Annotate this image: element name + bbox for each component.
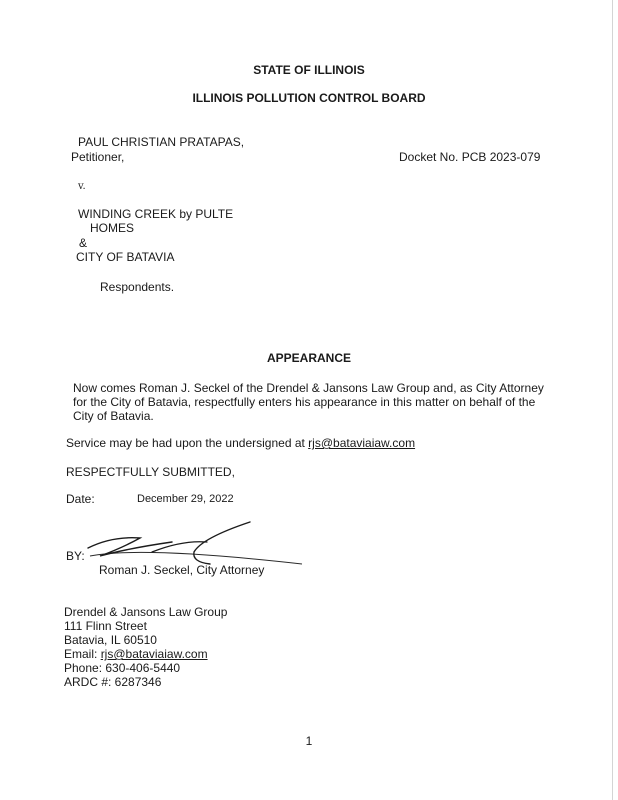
contact-email-link[interactable]: rjs@bataviaiaw.com (100, 647, 208, 661)
petitioner-role: Petitioner, (71, 150, 125, 164)
state-heading: STATE OF ILLINOIS (253, 63, 365, 77)
board-heading: ILLINOIS POLLUTION CONTROL BOARD (192, 91, 426, 105)
respondent-2: CITY OF BATAVIA (76, 250, 175, 264)
petitioner-name: PAUL CHRISTIAN PRATAPAS, (78, 135, 245, 149)
street-address: 111 Flinn Street (64, 619, 147, 633)
signer-name: Roman J. Seckel, City Attorney (99, 563, 265, 577)
respectfully-submitted: RESPECTFULLY SUBMITTED, (66, 465, 235, 479)
signature-stroke-1 (88, 538, 172, 556)
respondents-role: Respondents. (100, 280, 175, 294)
service-text: Service may be had upon the undersigned at (66, 436, 309, 450)
by-label: BY: (66, 549, 85, 563)
contact-email-line (64, 647, 208, 661)
page-edge-divider (612, 0, 613, 800)
ardc-number: ARDC #: 6287346 (64, 675, 162, 689)
appearance-line-2: for the City of Batavia, respectfully enters his appearance in this matter on behalf of the (73, 395, 536, 409)
versus-label: v. (78, 181, 86, 192)
page-number: 1 (305, 734, 313, 748)
date-value: December 29, 2022 (137, 493, 234, 505)
city-address: Batavia, IL 60510 (64, 633, 157, 647)
service-email-link[interactable]: rjs@bataviaiaw.com (308, 436, 416, 450)
email-label: Email: (64, 647, 101, 661)
service-statement (66, 436, 415, 450)
docket-number: Docket No. PCB 2023-079 (399, 150, 541, 164)
phone: Phone: 630-406-5440 (64, 661, 181, 675)
respondent-1-line-1: WINDING CREEK by PULTE (78, 207, 234, 221)
appearance-title: APPEARANCE (266, 351, 351, 365)
appearance-line-3: City of Batavia. (73, 409, 154, 423)
firm-name: Drendel & Jansons Law Group (64, 605, 228, 619)
date-label: Date: (66, 492, 95, 506)
respondent-1-line-2: HOMES (90, 221, 135, 235)
appearance-line-1: Now comes Roman J. Seckel of the Drendel & Jansons Law Group and, as City Attorney (73, 381, 544, 395)
ampersand: & (79, 236, 88, 250)
